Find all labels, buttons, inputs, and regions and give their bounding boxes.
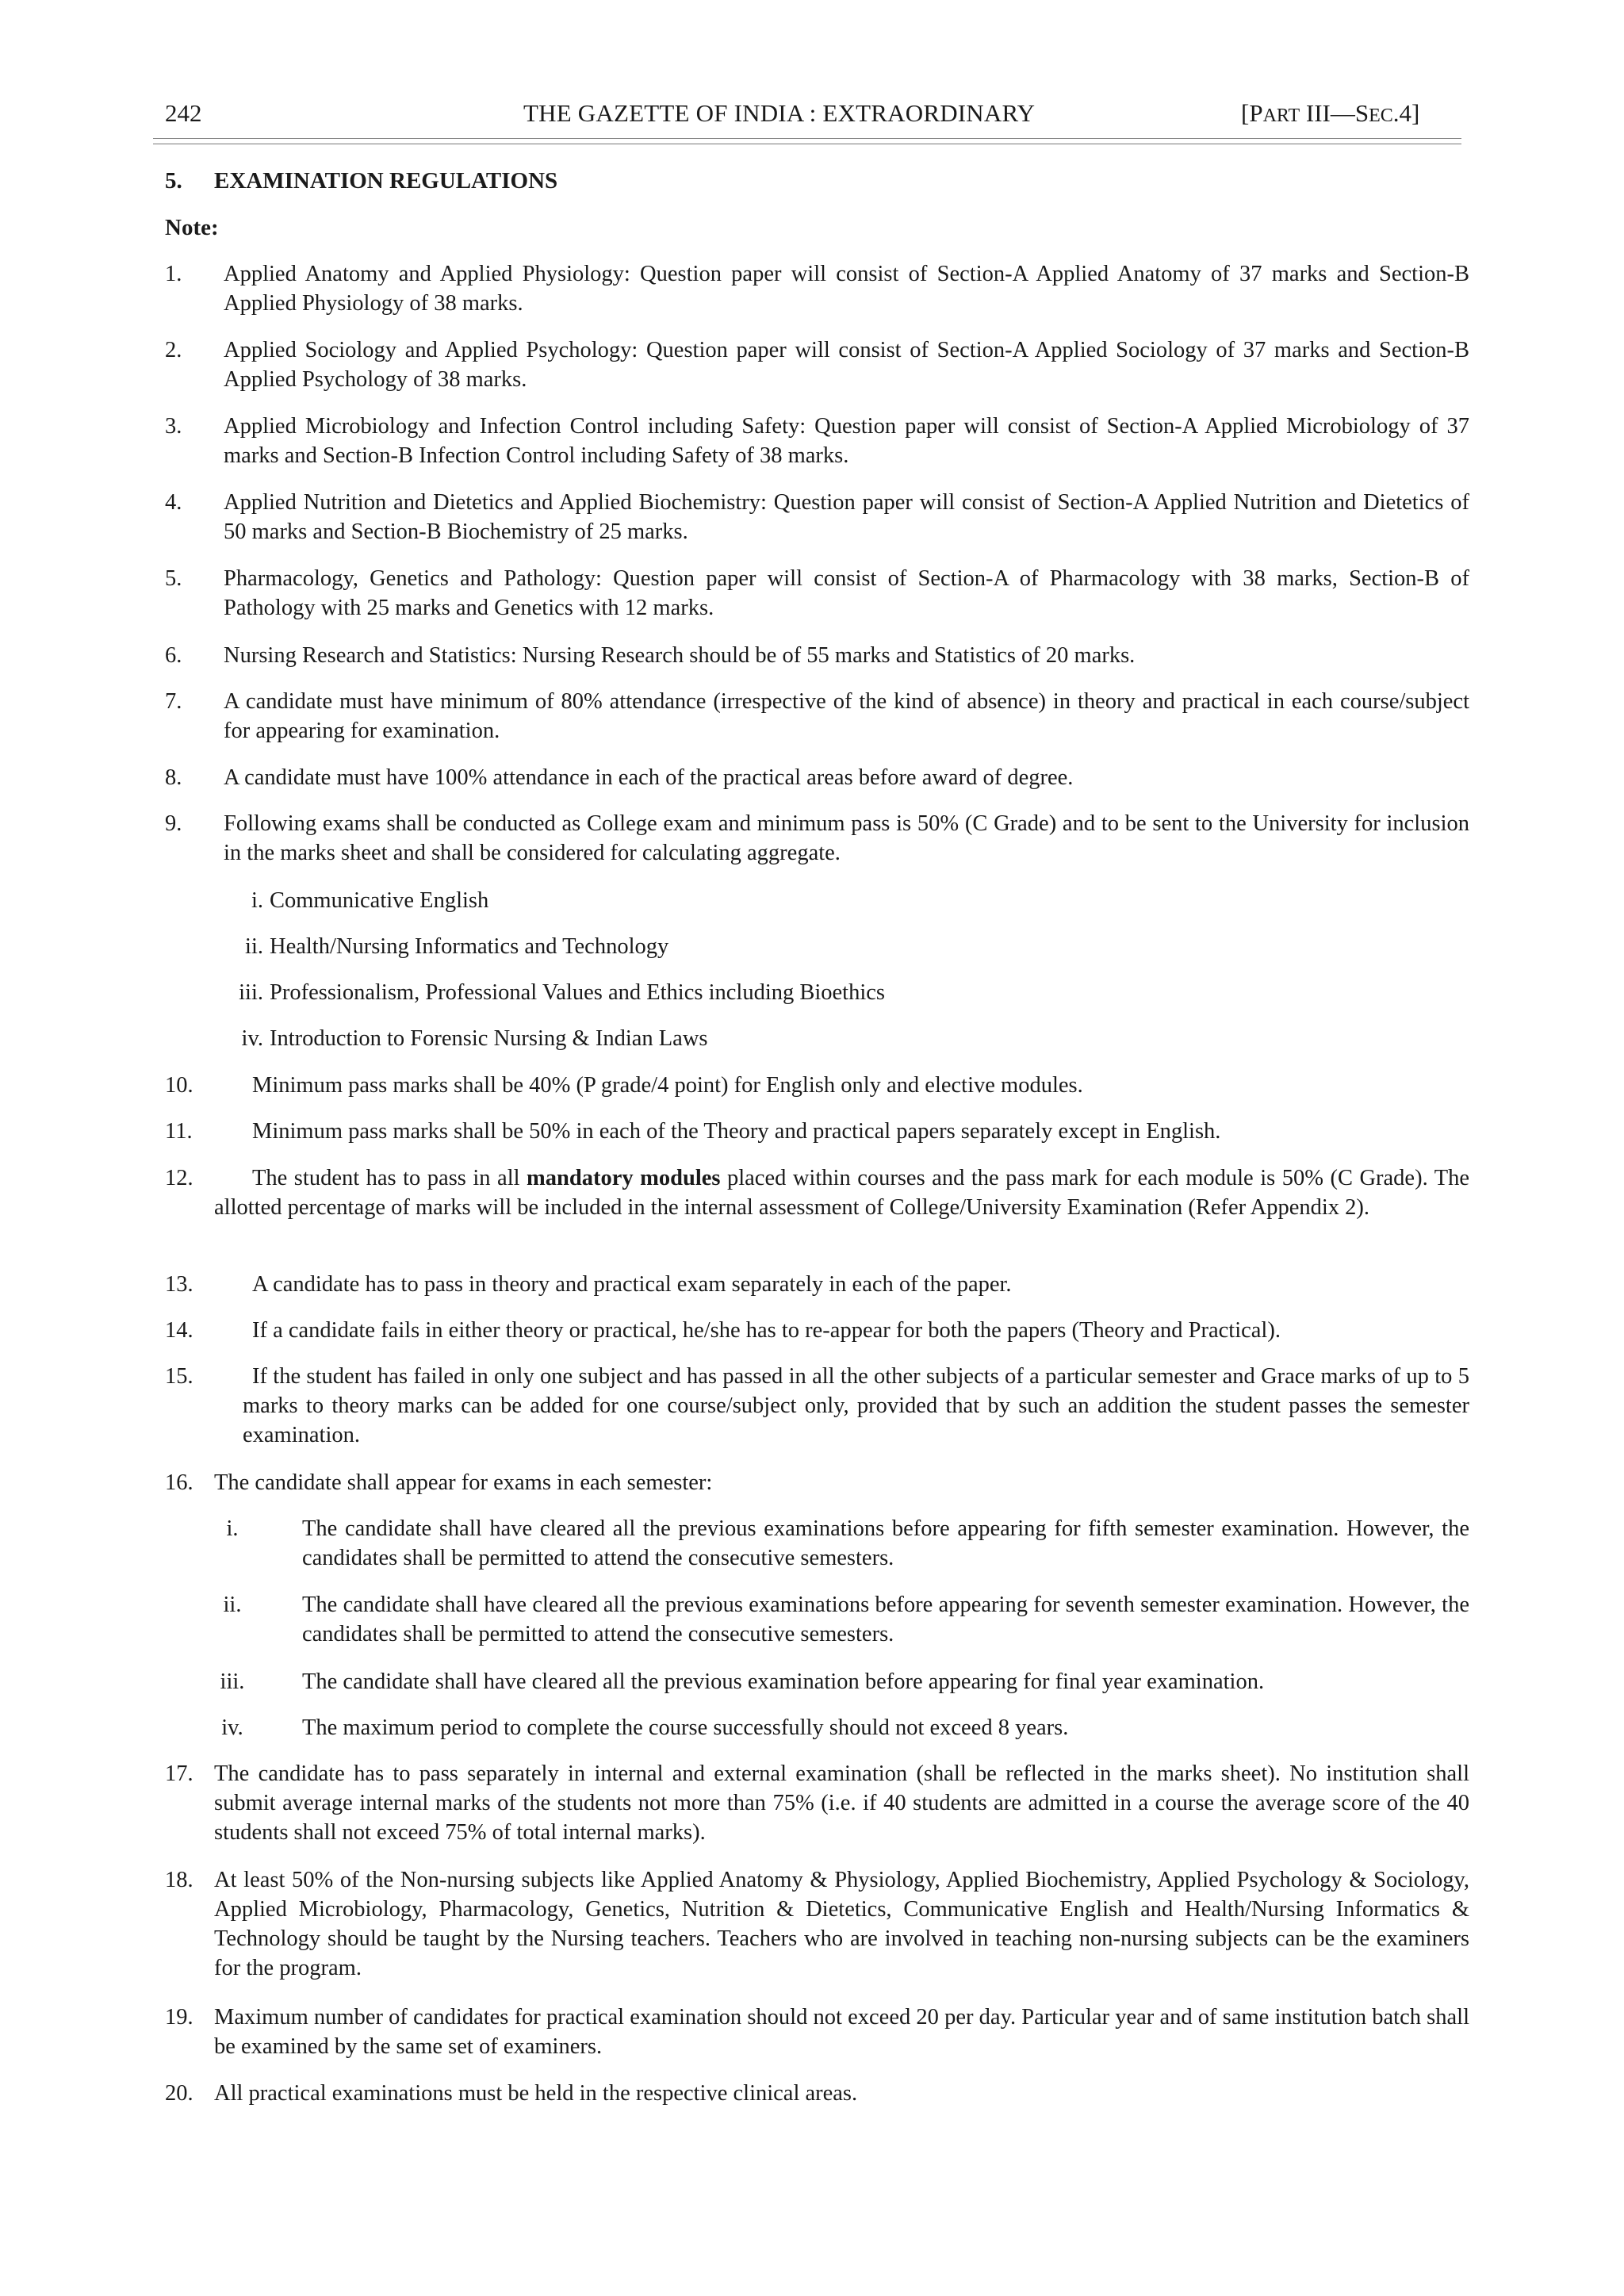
list-item: 8. A candidate must have 100% attendance in each of the practical areas before award of degree. [165, 765, 1074, 790]
list-item: 17. The candidate has to pass separately in internal and external examination (shall be reflected in the marks sheet). No institution shall submit average internal marks of the students not more than 75% (i.e. if 40 students are admitted in a course the average score of the 40 students shall not exceed 75% of total internal marks). [165, 1761, 1469, 1845]
sub-list-item: iv. Introduction to Forensic Nursing & Indian Laws [241, 1026, 708, 1051]
gazette-title: THE GAZETTE OF INDIA : EXTRAORDINARY [523, 99, 1036, 127]
header-rule-top [153, 138, 1461, 139]
list-item: 6. Nursing Research and Statistics: Nursing Research should be of 55 marks and Statistics of 20 marks. [165, 643, 1136, 668]
list-item: 2. Applied Sociology and Applied Psychology: Question paper will consist of Section-A Applied Sociology of 37 marks and Section-B Applied Psychology of 38 marks. [165, 338, 1469, 392]
sub-list-item: ii. Health/Nursing Informatics and Technology [245, 934, 669, 959]
list-item: 5. Pharmacology, Genetics and Pathology: Question paper will consist of Section-A of Pharmacology with 38 marks, Section-B of Pathology with 25 marks and Genetics with 12 marks. [165, 566, 1469, 620]
part-section-label: [PART III—SEC.4] [1241, 99, 1420, 127]
list-item: 13. A candidate has to pass in theory and practical exam separately in each of the paper. [165, 1272, 1012, 1297]
list-item: 3. Applied Microbiology and Infection Control including Safety: Question paper will consist of Section-A Applied Microbiology of 37 marks and Section-B Infection Control including Safety of 38 marks. [165, 414, 1469, 468]
list-item: 16. The candidate shall appear for exams in each semester: [165, 1470, 713, 1495]
note-label: Note: [165, 215, 219, 240]
list-item: 20. All practical examinations must be held in the respective clinical areas. [165, 2081, 858, 2106]
list-item: 4. Applied Nutrition and Dietetics and Applied Biochemistry: Question paper will consist of Section-A Applied Nutrition and Dietetics of 50 marks and Section-B Biochemistry of 25 marks. [165, 490, 1469, 544]
list-item: 12. The student has to pass in all mandatory modules placed within courses and the pass mark for each module is 50% (C Grade). The allotted percentage of marks will be included in the internal assessment of College/University Examination (Refer Appendix 2). [165, 1166, 1469, 1220]
list-item: 9. Following exams shall be conducted as College exam and minimum pass is 50% (C Grade) and to be sent to the University for inclusion in the marks sheet and shall be considered for calculating aggregate. [165, 811, 1469, 865]
list-item: 1. Applied Anatomy and Applied Physiology: Question paper will consist of Section-A Applied Anatomy of 37 marks and Section-B Applied Physiology of 38 marks. [165, 262, 1469, 316]
sub-list-item: i. Communicative English [251, 888, 489, 913]
sub-list-item: iv. The maximum period to complete the course successfully should not exceed 8 years. [221, 1715, 1069, 1740]
list-item: 10. Minimum pass marks shall be 40% (P grade/4 point) for English only and elective modules. [165, 1073, 1083, 1098]
sub-list-item: i. The candidate shall have cleared all the previous examinations before appearing for fifth semester examination. However, the candidates shall be permitted to attend the consecutive semesters. [226, 1516, 1469, 1570]
section-heading: 5. EXAMINATION REGULATIONS [165, 168, 558, 194]
sub-list-item: ii. The candidate shall have cleared all the previous examinations before appearing for seventh semester examination. However, the candidates shall be permitted to attend the consecutive semesters. [223, 1593, 1469, 1646]
sub-list-item: iii. Professionalism, Professional Values and Ethics including Bioethics [239, 980, 886, 1005]
list-item: 19. Maximum number of candidates for practical examination should not exceed 20 per day. Particular year and of same institution batch shall be examined by the same set of examiners. [165, 2005, 1469, 2059]
list-item: 15. If the student has failed in only one subject and has passed in all the other subjects of a particular semester and Grace marks of up to 5 marks to theory marks can be added for one course/subject only, provided that by such an addition the student passes the semester examination. [165, 1364, 1469, 1447]
page-number: 242 [165, 99, 202, 127]
list-item: 14. If a candidate fails in either theory or practical, he/she has to re-appear for both the papers (Theory and Practical). [165, 1318, 1281, 1343]
list-item: 7. A candidate must have minimum of 80% attendance (irrespective of the kind of absence) in theory and practical in each course/subject for appearing for examination. [165, 689, 1469, 743]
sub-list-item: iii. The candidate shall have cleared all the previous examination before appearing for final year examination. [220, 1669, 1265, 1694]
list-item: 18. At least 50% of the Non-nursing subjects like Applied Anatomy & Physiology, Applied Biochemistry, Applied Psychology & Sociology, Applied Microbiology, Pharmacology, Genetics, Nutrition & Dietetics, Communicative English and Health/Nursing Informatics & Technology should be taught by the Nursing teachers. Teachers who are involved in teaching non-nursing subjects can be the examiners for the program. [165, 1868, 1469, 1980]
list-item: 11. Minimum pass marks shall be 50% in each of the Theory and practical papers separately except in English. [165, 1119, 1221, 1144]
